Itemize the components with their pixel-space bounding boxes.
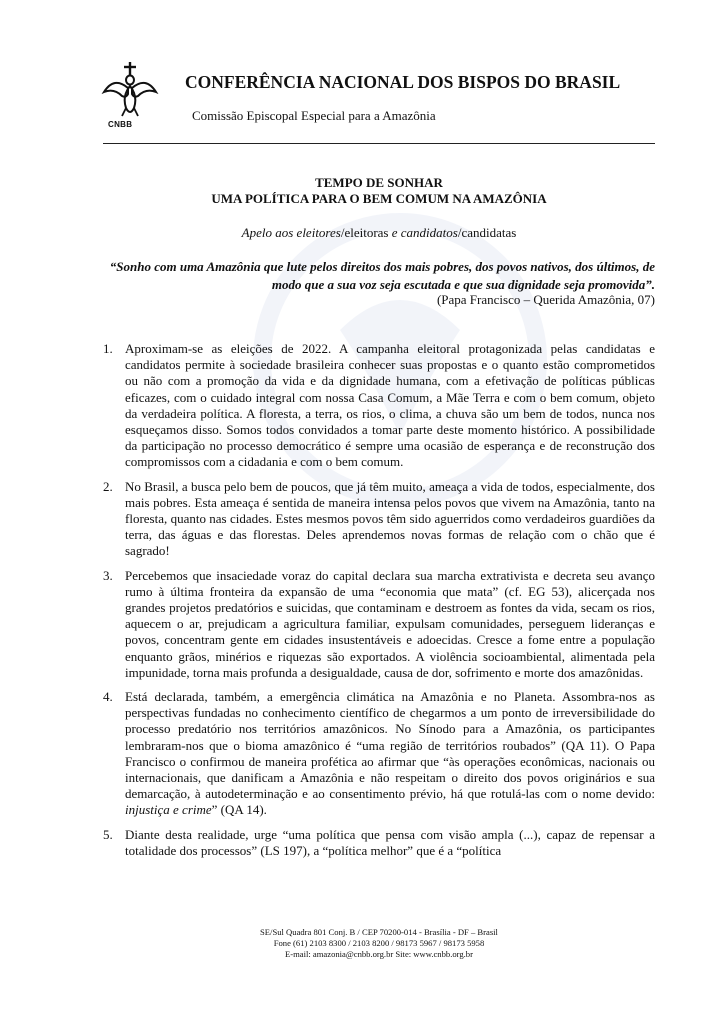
- list-item: [103, 689, 655, 819]
- paragraph-number: 5.: [103, 826, 113, 842]
- appeal-part: Apelo aos eleitores: [241, 225, 341, 240]
- appeal-part: /eleitoras: [340, 225, 392, 240]
- list-item: [103, 479, 655, 560]
- list-item: [103, 341, 655, 471]
- organization-subtitle: Comissão Episcopal Especial para a Amazônia: [192, 108, 436, 123]
- paragraph-italic: injustiça e crime: [125, 802, 212, 818]
- numbered-paragraphs: [103, 341, 655, 867]
- paragraph-text: No Brasil, a busca pelo bem de poucos, que já têm muito, ameaça a vida de todos, especialmente, dos mais pobres. Esta ameaça é sentida de maneira intensa pelos povos que vivem na Amazônia, tanto na floresta, quanto nas cidades. Estes mesmos povos têm sido aguerridos como verdadeiros guardiões da terra, das águas e das florestas. Deles aprendemos novas formas de relação com o chão que é sagrado!: [125, 478, 655, 559]
- header-divider: [103, 143, 655, 144]
- epigraph-source: (Papa Francisco – Querida Amazônia, 07): [436, 292, 655, 307]
- paragraph-number: 4.: [103, 689, 113, 705]
- paragraph-text: Diante desta realidade, urge “uma política que pensa com visão ampla (...), capaz de repensar a totalidade dos processos” (LS 197), a “política melhor” que é a “política: [125, 826, 655, 858]
- appeal-line: [103, 225, 655, 241]
- organization-title: CONFERÊNCIA NACIONAL DOS BISPOS DO BRASIL: [185, 72, 621, 92]
- page-footer: [103, 927, 655, 960]
- logo-caption: CNBB: [108, 120, 133, 129]
- document-subtitle: UMA POLÍTICA PARA O BEM COMUM NA AMAZÔNIA: [211, 191, 547, 206]
- paragraph-tail: ” (QA 14).: [211, 802, 267, 818]
- footer-phone: Fone (61) 2103 8300 / 2103 8200 / 98173 5967 / 98173 5958: [273, 938, 485, 948]
- paragraph-number: 3.: [103, 567, 113, 583]
- paragraph-text: Percebemos que insaciedade voraz do capital declara sua marcha extrativista e decreta seu avanço rumo à última fronteira da expansão de uma “economia que mata” (cf. EG 53), alicerçada nos grandes projetos predatórios e suicidas, que contaminam e destroem as fontes da vida, secam os rios, aquecem o ar, prejudicam a agricultura familiar, expulsam comunidades, perseguem lideranças e povos, concentram gente em cidades insustentáveis e adoecidas. Cresce a fome entre a população enquanto grãos, minérios e riquezas são exportados. A violência socioambiental, alimentada pela impunidade, torna mais profunda a desigualdade, causa de dor, sofrimento e morte dos amazônidas.: [125, 567, 655, 680]
- paragraph-number: 1.: [103, 341, 113, 356]
- paragraph-text: Aproximam-se as eleições de 2022. A campanha eleitoral protagonizada pelas candidatas e candidatos permite à sociedade brasileira conhecer suas propostas e o quanto estão comprometidos ou não com a promoção da vida e da dignidade humana, com a efetivação de políticas públicas eficazes, com o cuidado integral com nossa Casa Comum, a Mãe Terra e com o bem comum, objeto da verdadeira política. A floresta, a terra, os rios, o clima, a chuva são um bem de todos, nunca nos esqueçamos disso. Somos todos convidados a tomar parte deste momento histórico. A possibilidade da participação no processo democrático é sempre uma ocasião de esperança e de reconstrução dos compromissos com a cidadania e com o bem comum.: [125, 341, 655, 470]
- document-title: TEMPO DE SONHAR: [315, 175, 443, 190]
- footer-contact: E-mail: amazonia@cnbb.org.br Site: www.cnbb.org.br: [285, 949, 473, 959]
- paragraph-number: 2.: [103, 478, 113, 494]
- paragraph-text: Está declarada, também, a emergência climática na Amazônia e no Planeta. Assombra-nos as perspectivas fundadas no conhecimento científico de chegarmos a um ponto de irreversibilidade do processo predatório nos territórios amazônicos. No Sínodo para a Amazônia, os participantes lembraram-nos que o bioma amazônico é “uma região de territórios roubados” (QA 11). O Papa Francisco o confirmou de maneira profética ao afirmar que “às operações econômicas, nacionais ou internacionais, que danificam a Amazônia e não respeitam o direito dos povos originários e sua demarcação, à autodeterminação e ao consentimento prévio, há que rotulá-las com o nome devido:: [125, 689, 655, 802]
- appeal-part: /candidatas: [457, 225, 517, 240]
- appeal-part: e candidatos: [391, 225, 458, 240]
- footer-address: SE/Sul Quadra 801 Conj. B / CEP 70200-014 - Brasília - DF – Brasil: [260, 927, 498, 937]
- epigraph-quote: “Sonho com uma Amazônia que lute pelos direitos dos mais pobres, dos povos nativos, dos últimos, de modo que a sua voz seja escutada e que sua dignidade seja promovida”.: [109, 259, 655, 292]
- list-item: [103, 827, 655, 859]
- list-item: [103, 568, 655, 681]
